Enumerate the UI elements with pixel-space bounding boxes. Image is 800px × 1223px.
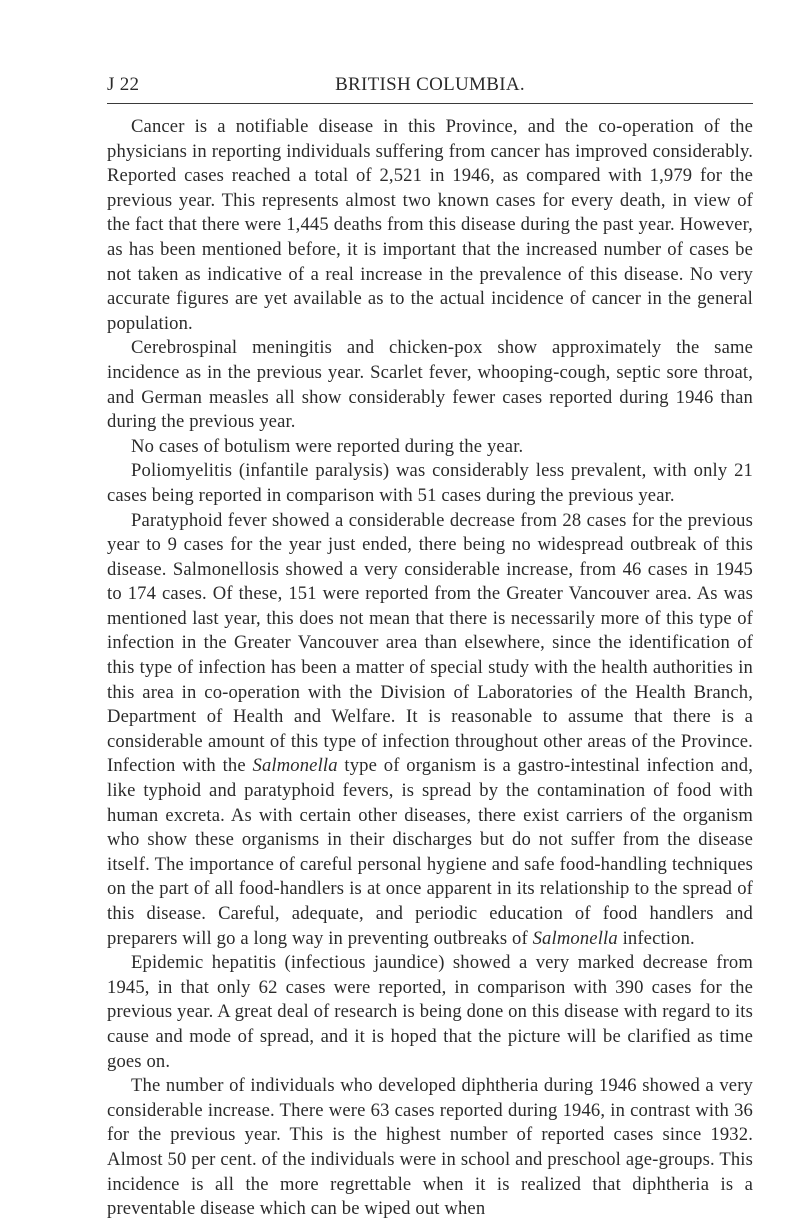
paragraph-paratyphoid-part-2: type of organism is a gastro-intestinal infection and, like typhoid and paratyphoid fevers, is spread by the contamination of food with human excreta. As with certain other diseases, there exist carriers of the organism who show these organisms in their discharges but do not suffer from the disease itself. The importance of careful personal hygiene and safe food-handling techniques on the part of all food-handlers is at once apparent in its relationship to the spread of this disease. Careful, adequate, and periodic education of food handlers and preparers will go a long way in preventing outbreaks of [107,755,753,949]
paragraph-paratyphoid-part-3: infection. [617,927,695,949]
page-number: J 22 [107,74,140,95]
paragraph-botulism: No cases of botulism were reported during the year. [131,435,524,457]
paragraph-hepatitis: Epidemic hepatitis (infectious jaundice) showed a very marked decrease from 1945, in that only 62 cases were reported, in comparison with 390 cases for the previous year. A great deal of research is being done on this disease with regard to its cause and mode of spread, and it is hoped that the picture will be clarified as time goes on. [107,952,753,1072]
paragraph-paratyphoid-part-1: Paratyphoid fever showed a considerable decrease from 28 cases for the previous year to 9 cases for the year just ended, there being no widespread outbreak of this disease. Salmonellosis showed a very considerable increase, from 46 cases in 1945 to 174 cases. Of these, 151 were reported from the Greater Vancouver area. As was mentioned last year, this does not mean that there is necessarily more of this type of infection in the Greater Vancouver area than elsewhere, since the identification of this type of infection has been a matter of special study with the health authorities in this area in co-operation with the Division of Laboratories of the Health Branch, Department of Health and Welfare. It is reasonable to assume that there is a considerable amount of this type of infection throughout other areas of the Province. Infection with the [107,509,753,777]
header-rule [107,103,753,104]
paragraph-diphtheria: The number of individuals who developed diphtheria during 1946 showed a very considerable increase. There were 63 cases reported during 1946, in contrast with 36 for the previous year. This is the highest number of reported cases since 1932. Almost 50 per cent. of the individuals were in school and preschool age-groups. This incidence is all the more regrettable when it is realized that diphtheria is a preventable disease which can be wiped out when [107,1075,753,1220]
page-header-title: BRITISH COLUMBIA. [335,74,525,95]
paragraph-cancer: Cancer is a notifiable disease in this Province, and the co-operation of the physicians in reporting individuals suffering from cancer has improved considerably. Reported cases reached a total of 2,521 in 1946, as compared with 1,979 for the previous year. This represents almost two known cases for every death, in view of the fact that there were 1,445 deaths from this disease during the past year. However, as has been mentioned before, it is important that the increased number of cases be not taken as indicative of a real increase in the prevalence of this disease. No very accurate figures are yet available as to the actual incidence of cancer in the general population. [107,116,753,334]
running-header [107,71,753,99]
paragraph-poliomyelitis: Poliomyelitis (infantile paralysis) was considerably less prevalent, with only 21 cases being reported in comparison with 51 cases during the previous year. [107,460,753,506]
salmonella-italic: Salmonella [532,927,618,949]
paragraph-paratyphoid [107,509,753,952]
salmonella-italic: Salmonella [252,755,338,777]
body-text [107,115,753,1222]
paragraph-meningitis: Cerebrospinal meningitis and chicken-pox show approximately the same incidence as in the previous year. Scarlet fever, whooping-cough, septic sore throat, and German measles all show considerably fewer cases reported during 1946 than during the previous year. [107,337,753,433]
